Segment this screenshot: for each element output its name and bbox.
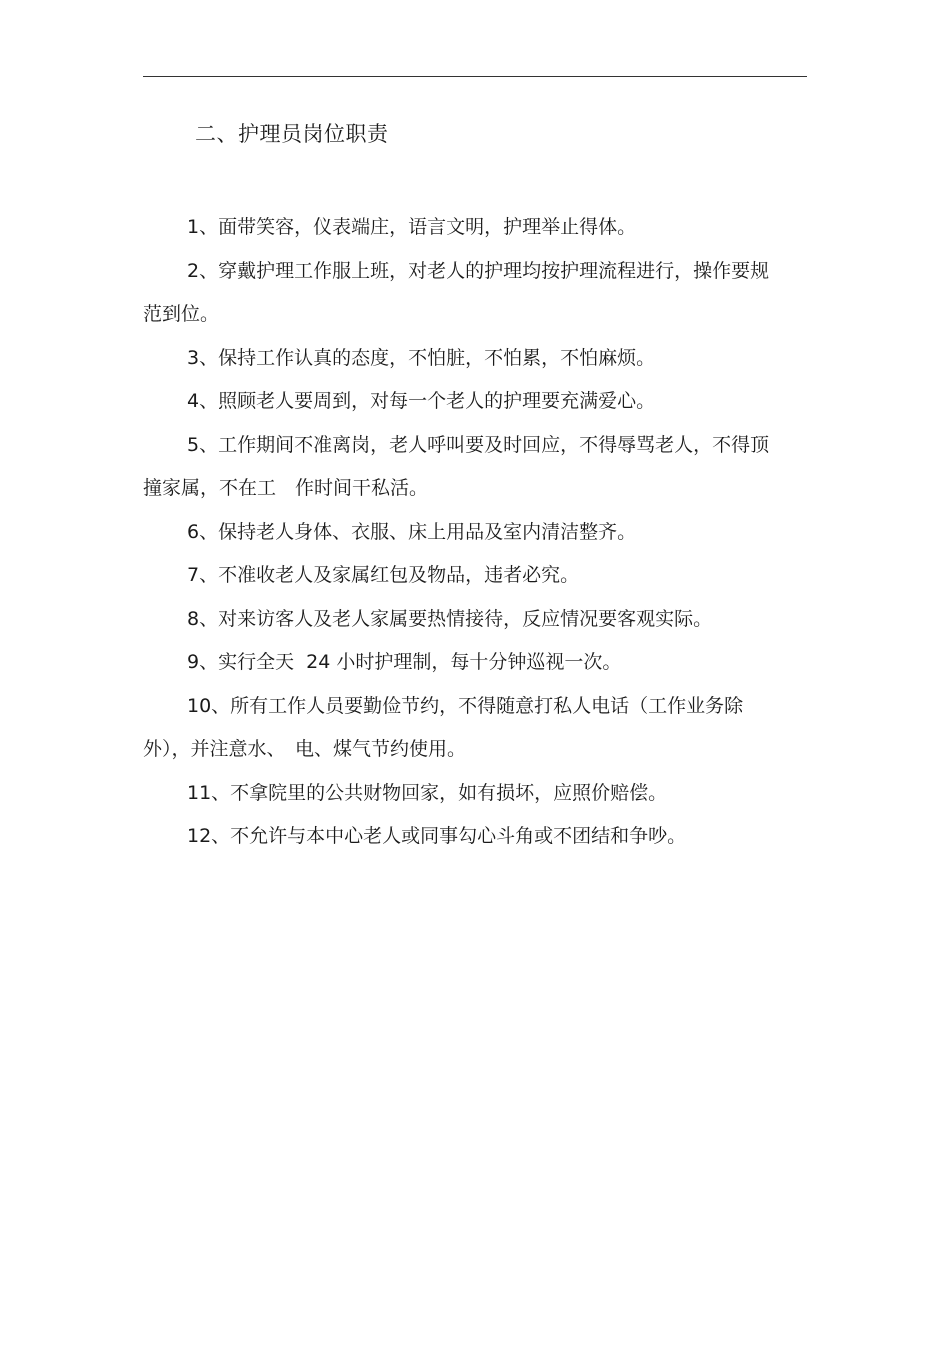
duty-item-10: 10、所有工作人员要勤俭节约，不得随意打私人电话（工作业务除外），并注意水、 电、煤气节约使用。 [143,694,744,760]
duty-item-4: 4、照顾老人要周到，对每一个老人的护理要充满爱心。 [187,390,656,412]
duty-item-3: 3、保持工作认真的态度，不怕脏，不怕累，不怕麻烦。 [187,346,656,369]
duty-list [143,206,773,859]
section-title: 二、护理员岗位职责 [195,122,389,146]
header-divider [143,76,807,77]
duty-item-11: 11、不拿院里的公共财物回家，如有损坏，应照价赔偿。 [187,781,668,804]
duty-item-2: 2、穿戴护理工作服上班，对老人的护理均按护理流程进行，操作要规范到位。 [143,259,770,325]
duty-item-9: 9、实行全天 24 小时护理制，每十分钟巡视一次。 [187,651,622,673]
duty-item-1: 1、面带笑容，仪表端庄，语言文明，护理举止得体。 [187,216,637,238]
duty-item-8: 8、对来访客人及老人家属要热情接待，反应情况要客观实际。 [187,607,713,630]
duty-item-12: 12、不允许与本中心老人或同事勾心斗角或不团结和争吵。 [187,825,687,847]
duty-item-6: 6、保持老人身体、衣服、床上用品及室内清洁整齐。 [187,520,637,543]
duty-item-5: 5、工作期间不准离岗，老人呼叫要及时回应，不得辱骂老人，不得顶撞家属，不在工 作时间干私活。 [143,433,770,499]
duty-item-7: 7、不准收老人及家属红包及物品，违者必究。 [187,564,580,586]
